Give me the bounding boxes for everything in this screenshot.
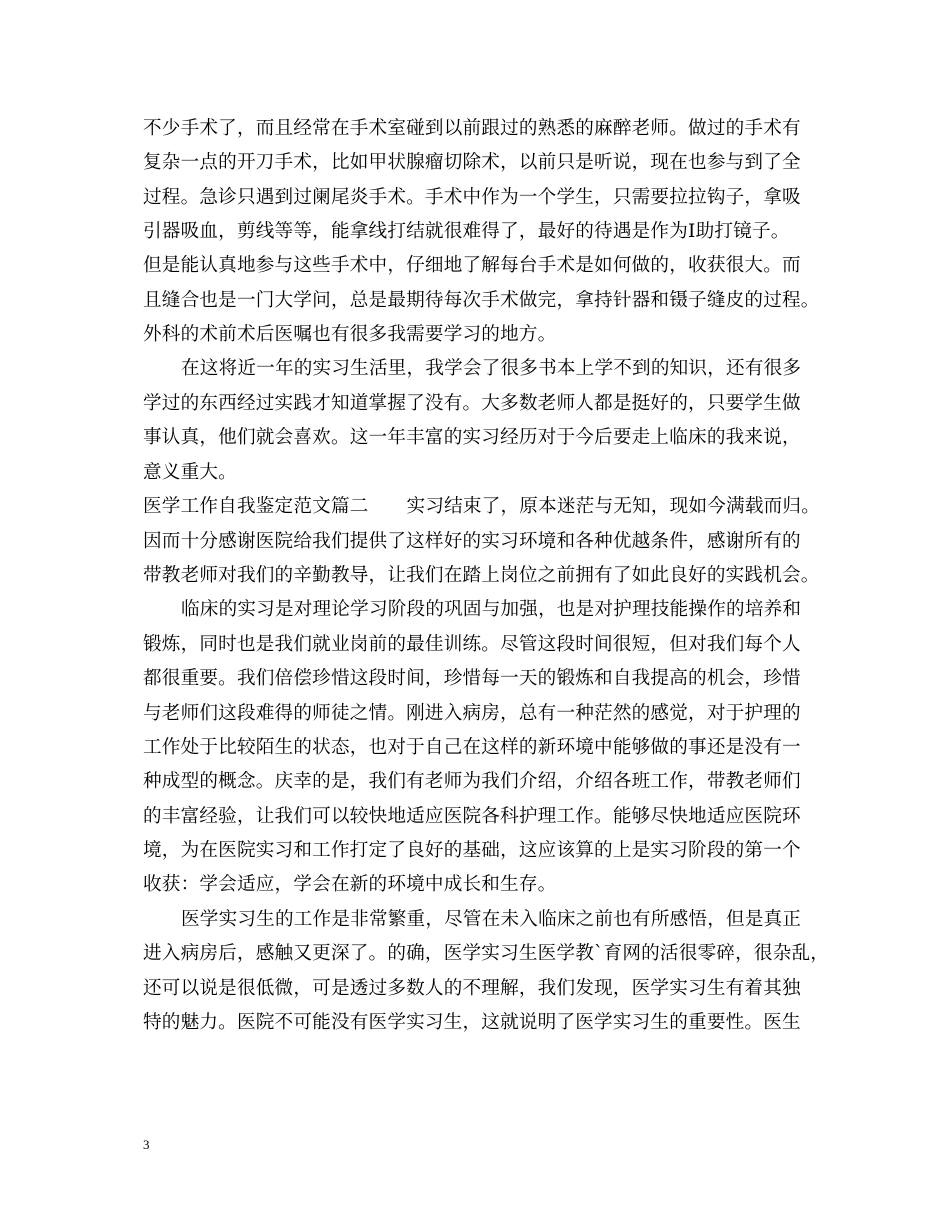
text-line: 工作处于比较陌生的状态，也对于自己在这样的新环境中能够做的事还是没有一	[143, 737, 801, 758]
text-line: 锻炼，同时也是我们就业岗前的最佳训练。尽管这段时间很短，但对我们每个人	[143, 634, 801, 655]
section-heading-line	[143, 495, 820, 519]
text-line: 与老师们这段难得的师徒之情。刚进入病房，总有一种茫然的感觉，对于护理的	[143, 703, 801, 724]
text-line: 意义重大。	[143, 462, 237, 483]
text-line: 特的魅力。医院不可能没有医学实习生，这就说明了医学实习生的重要性。医生	[143, 1012, 801, 1033]
text-line: 过程。急诊只遇到过阑尾炎手术。手术中作为一个学生，只需要拉拉钩子，拿吸	[143, 187, 801, 208]
section-opening-text: 实习结束了，原本迷茫与无知，现如今满载而归。	[406, 496, 820, 517]
text-line: 进入病房后，感触又更深了。的确，医学实习生医学教`育网的活很零碎，很杂乱，	[143, 943, 830, 964]
text-line: 外科的术前术后医嘱也有很多我需要学习的地方。	[143, 324, 557, 345]
paragraph-first-line: 在这将近一年的实习生活里，我学会了很多书本上学不到的知识，还有很多	[181, 358, 802, 379]
text-line: 且缝合也是一门大学问，总是最期待每次手术做完，拿持针器和镊子缝皮的过程。	[143, 290, 820, 311]
text-line: 因而十分感谢医院给我们提供了这样好的实习环境和各种优越条件，感谢所有的	[143, 531, 801, 552]
text-line: 复杂一点的开刀手术，比如甲状腺瘤切除术，以前只是听说，现在也参与到了全	[143, 152, 801, 173]
text-line: 带教老师对我们的辛勤教导，让我们在踏上岗位之前拥有了如此良好的实践机会。	[143, 565, 820, 586]
text-line: 事认真，他们就会喜欢。这一年丰富的实习经历对于今后要走上临床的我来说，	[143, 427, 801, 448]
text-line: 境，为在医院实习和工作打定了良好的基础，这应该算的上是实习阶段的第一个	[143, 840, 801, 861]
text-line: 都很重要。我们倍偿珍惜这段时间，珍惜每一天的锻炼和自我提高的机会，珍惜	[143, 668, 801, 689]
text-line: 不少手术了，而且经常在手术室碰到以前跟过的熟悉的麻醉老师。做过的手术有	[143, 118, 801, 139]
text-line: 的丰富经验，让我们可以较快地适应医院各科护理工作。能够尽快地适应医院环	[143, 806, 801, 827]
paragraph-first-line: 医学实习生的工作是非常繁重，尽管在未入临床之前也有所感悟，但是真正	[181, 909, 802, 930]
text-line: 收获：学会适应，学会在新的环境中成长和生存。	[143, 874, 557, 895]
text-line: 种成型的概念。庆幸的是，我们有老师为我们介绍，介绍各班工作，带教老师们	[143, 771, 801, 792]
text-line: 还可以说是很低微，可是透过多数人的不理解，我们发现，医学实习生有着其独	[143, 978, 801, 999]
section-heading: 医学工作自我鉴定范文篇二	[143, 496, 369, 517]
page-number: 3	[143, 1137, 150, 1152]
text-line: 引器吸血，剪线等等，能拿线打结就很难得了，最好的待遇是作为Ⅰ助打镜子。	[143, 221, 790, 242]
paragraph-first-line: 临床的实习是对理论学习阶段的巩固与加强，也是对护理技能操作的培养和	[181, 599, 802, 620]
text-line: 学过的东西经过实践才知道掌握了没有。大多数老师人都是挺好的，只要学生做	[143, 393, 801, 414]
text-line: 但是能认真地参与这些手术中，仔细地了解每台手术是如何做的，收获很大。而	[143, 255, 801, 276]
